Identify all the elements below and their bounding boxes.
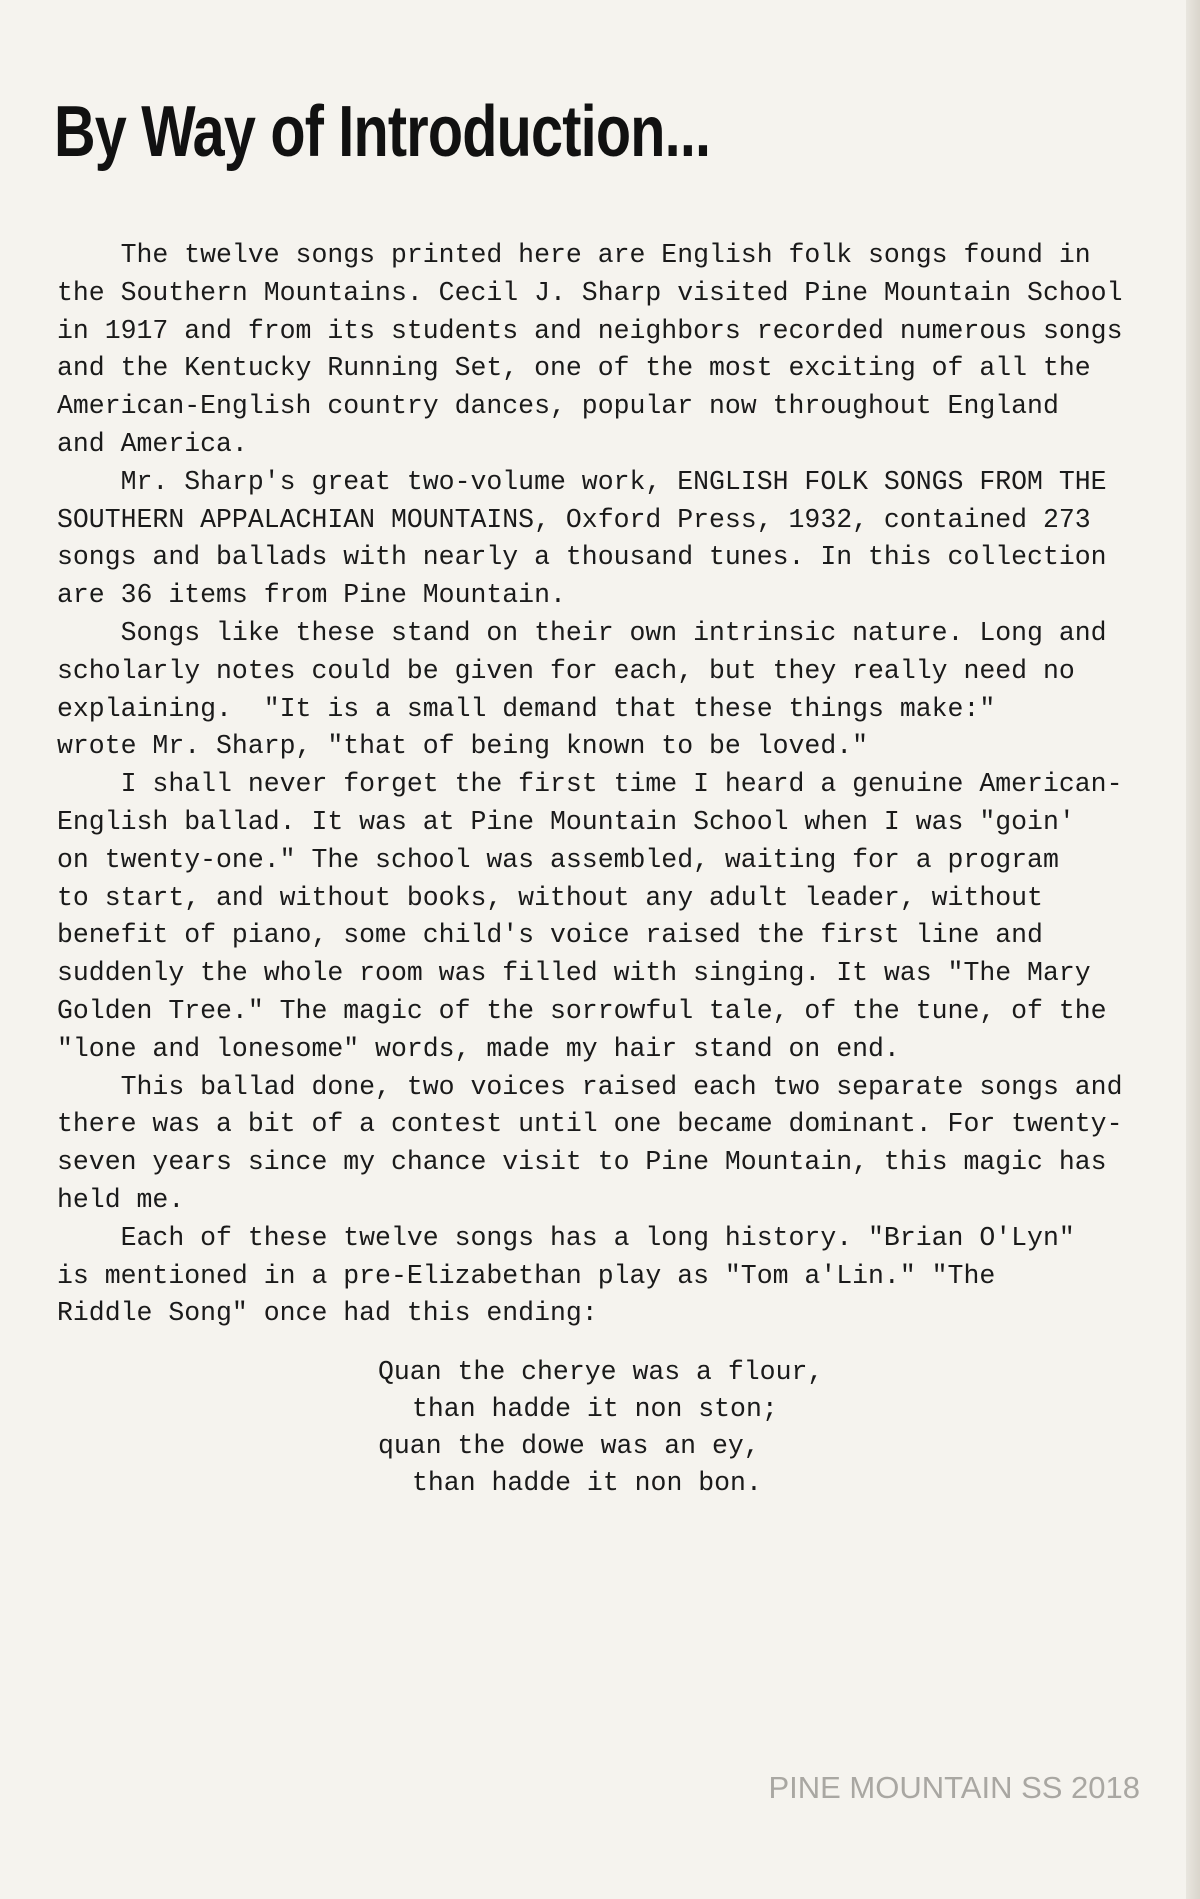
text-line: seven years since my chance visit to Pine Mountain, this magic has [57, 1147, 1107, 1178]
text-line: in 1917 and from its students and neighbors recorded numerous songs [57, 315, 1123, 346]
text-line: explaining. "It is a small demand that these things make:" [57, 693, 996, 724]
text-line: I shall never forget the first time I heard a genuine American- [57, 769, 1123, 800]
text-line: Each of these twelve songs has a long history. "Brian O'Lyn" [57, 1222, 1075, 1253]
text-line: are 36 items from Pine Mountain. [57, 580, 566, 611]
verse-line: than hadde it non bon. [412, 1468, 762, 1498]
text-line: and the Kentucky Running Set, one of the most exciting of all the [57, 353, 1091, 384]
text-line: English ballad. It was at Pine Mountain School when I was "goin' [57, 806, 1075, 837]
text-line: This ballad done, two voices raised each two separate songs and [57, 1071, 1123, 1102]
text-line: The twelve songs printed here are English folk songs found in [57, 240, 1091, 270]
verse-line: than hadde it non ston; [412, 1394, 778, 1424]
text-line: is mentioned in a pre-Elizabethan play as "Tom a'Lin." "The [57, 1260, 996, 1291]
text-line: there was a bit of a contest until one became dominant. For twenty- [57, 1109, 1123, 1140]
paragraph-1 [57, 237, 1157, 464]
text-line: benefit of piano, some child's voice raised the first line and [57, 920, 1043, 951]
text-line: to start, and without books, without any adult leader, without [57, 882, 1043, 913]
text-line: on twenty-one." The school was assembled, waiting for a program [57, 844, 1059, 875]
verse-line: quan the dowe was an ey, [378, 1431, 760, 1461]
text-line: "lone and lonesome" words, made my hair stand on end. [57, 1033, 900, 1064]
verse-line: Quan the cherye was a flour, [378, 1357, 824, 1387]
paragraph-2 [57, 464, 1157, 615]
paragraph-3 [57, 615, 1157, 766]
page-title: By Way of Introduction... [54, 92, 711, 172]
text-line: songs and ballads with nearly a thousand tunes. In this collection [57, 542, 1107, 573]
text-line: held me. [57, 1184, 185, 1215]
text-line: wrote Mr. Sharp, "that of being known to be loved." [57, 731, 869, 762]
watermark: PINE MOUNTAIN SS 2018 [768, 1770, 1140, 1805]
text-line: SOUTHERN APPALACHIAN MOUNTAINS, Oxford Press, 1932, contained 273 [57, 504, 1091, 535]
paragraph-4 [57, 766, 1157, 1068]
text-line: and America. [57, 428, 248, 459]
text-line: Mr. Sharp's great two-volume work, ENGLISH FOLK SONGS FROM THE [57, 466, 1107, 497]
text-line: the Southern Mountains. Cecil J. Sharp visited Pine Mountain School [57, 277, 1123, 308]
text-line: American-English country dances, popular now throughout England [57, 391, 1059, 422]
body-text [57, 237, 1157, 1333]
text-line: Riddle Song" once had this ending: [57, 1298, 598, 1329]
paragraph-6 [57, 1220, 1157, 1333]
verse-quote [378, 1354, 823, 1502]
paragraph-5 [57, 1069, 1157, 1220]
text-line: Golden Tree." The magic of the sorrowful tale, of the tune, of the [57, 995, 1107, 1026]
page-edge-shadow [1186, 0, 1200, 1899]
text-line: Songs like these stand on their own intrinsic nature. Long and [57, 617, 1107, 648]
text-line: suddenly the whole room was filled with singing. It was "The Mary [57, 958, 1091, 989]
text-line: scholarly notes could be given for each, but they really need no [57, 655, 1075, 686]
